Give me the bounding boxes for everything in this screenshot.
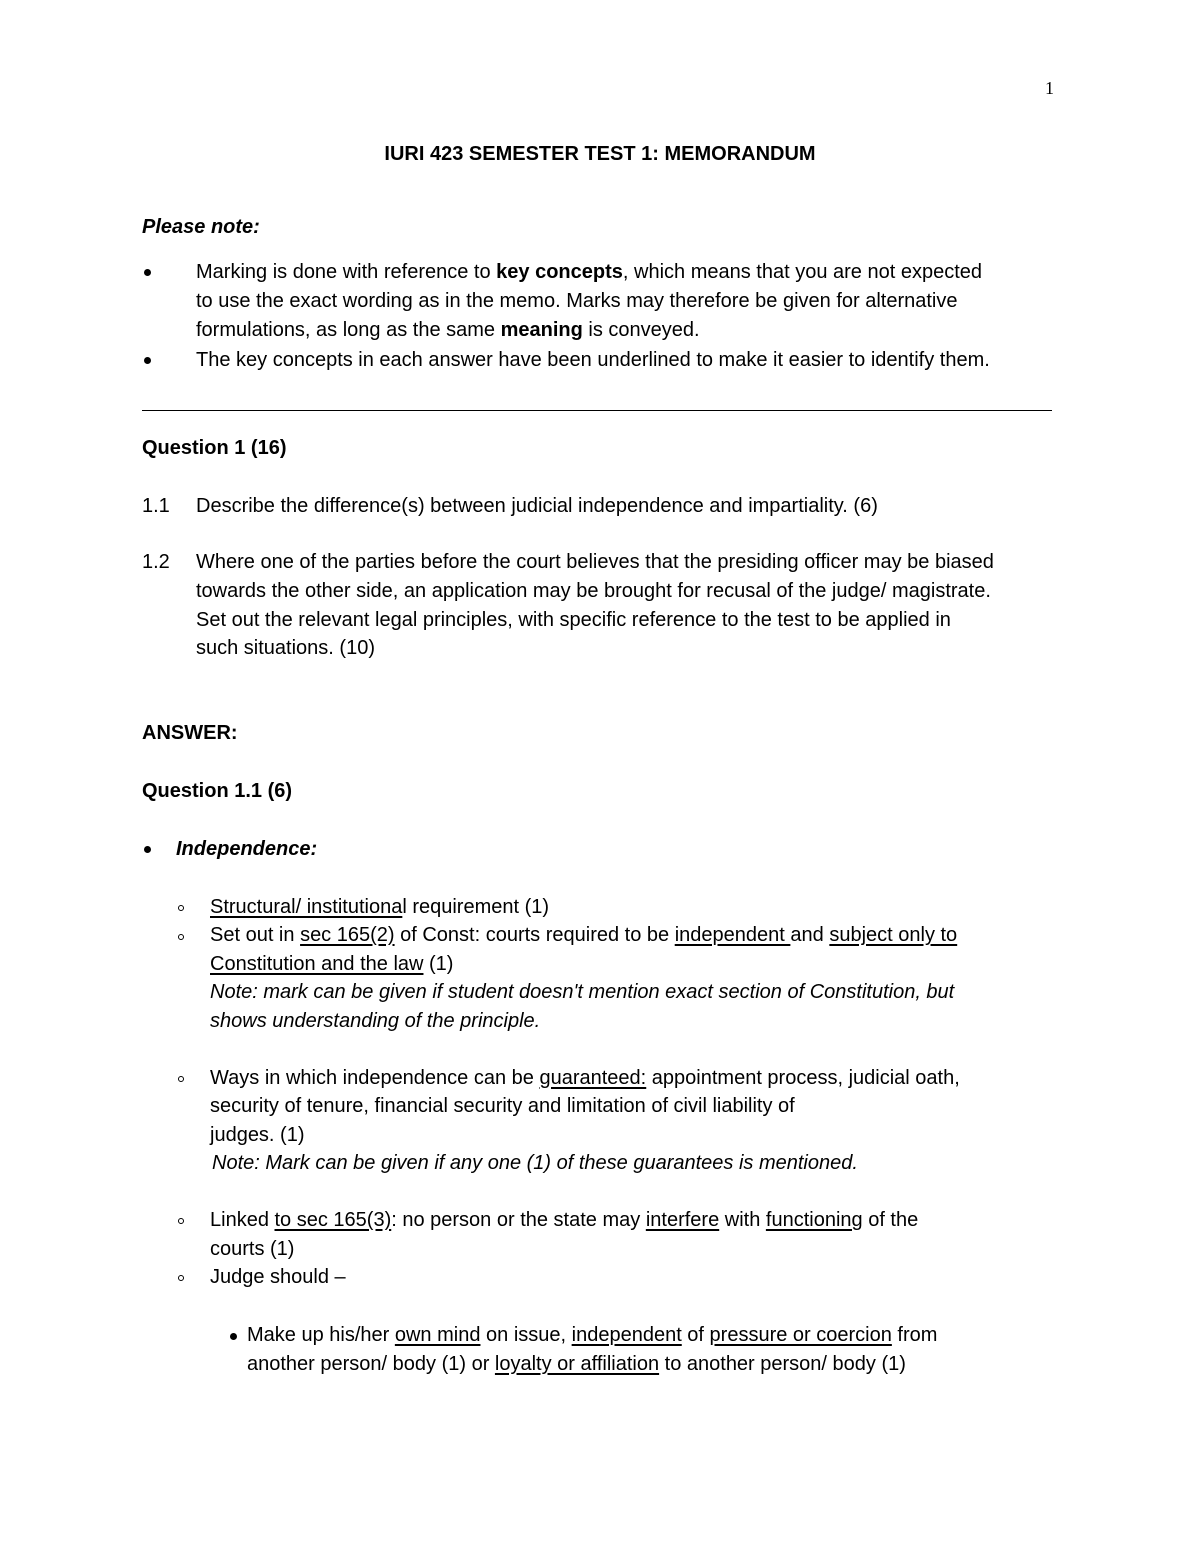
question-1-2-number: 1.2 xyxy=(142,551,170,573)
independence-label: Independence: xyxy=(176,838,318,860)
list-item-continuation: Constitution and the law (1) xyxy=(210,953,454,975)
note-item-1-line-3: formulations, as long as the same meaning is conveyed. xyxy=(196,319,700,341)
circle-bullet-icon xyxy=(178,905,184,911)
bullet-icon xyxy=(144,846,151,853)
question-1-heading: Question 1 (16) xyxy=(142,437,287,459)
marking-note: shows understanding of the principle. xyxy=(210,1010,541,1032)
list-item-continuation: courts (1) xyxy=(210,1238,295,1260)
bullet-icon xyxy=(144,269,151,276)
question-1-1-answer-heading: Question 1.1 (6) xyxy=(142,780,293,802)
list-item-continuation: security of tenure, financial security and limitation of civil liability of xyxy=(210,1095,795,1117)
circle-bullet-icon xyxy=(178,934,184,940)
bullet-icon xyxy=(144,357,151,364)
horizontal-divider xyxy=(142,410,1052,411)
list-item: Judge should – xyxy=(210,1266,346,1288)
question-1-2-line-1: Where one of the parties before the court believes that the presiding officer may be biased xyxy=(196,551,994,573)
circle-bullet-icon xyxy=(178,1218,184,1224)
circle-bullet-icon xyxy=(178,1275,184,1281)
note-item-1-line-2: to use the exact wording as in the memo. Marks may therefore be given for alternative xyxy=(196,290,958,312)
marking-note: Note: mark can be given if student doesn't mention exact section of Constitution, but xyxy=(210,981,955,1003)
note-item-2: The key concepts in each answer have been underlined to make it easier to identify them. xyxy=(196,349,990,371)
list-item: Set out in sec 165(2) of Const: courts required to be independent and subject only to xyxy=(210,924,958,946)
page-number: 1 xyxy=(1045,78,1054,98)
marking-note: Note: Mark can be given if any one (1) of these guarantees is mentioned. xyxy=(212,1152,858,1174)
circle-bullet-icon xyxy=(178,1076,184,1082)
note-heading: Please note: xyxy=(142,216,260,238)
list-item: Ways in which independence can be guaranteed: appointment process, judicial oath, xyxy=(210,1067,960,1089)
page-title: IURI 423 SEMESTER TEST 1: MEMORANDUM xyxy=(384,143,816,165)
question-1-1-number: 1.1 xyxy=(142,495,170,517)
question-1-2-line-2: towards the other side, an application may be brought for recusal of the judge/ magistrate. xyxy=(196,580,991,602)
question-1-2-line-4: such situations. (10) xyxy=(196,637,375,659)
sub-list-item: Make up his/her own mind on issue, independent of pressure or coercion from xyxy=(247,1324,938,1346)
question-1-2-line-3: Set out the relevant legal principles, with specific reference to the test to be applied in xyxy=(196,609,951,631)
question-1-1-text: Describe the difference(s) between judicial independence and impartiality. (6) xyxy=(196,495,878,517)
list-item-continuation: judges. (1) xyxy=(210,1124,305,1146)
list-item: Structural/ institutional requirement (1) xyxy=(210,896,550,918)
note-item-1-line-1: Marking is done with reference to key concepts, which means that you are not expected xyxy=(196,261,982,283)
answer-heading: ANSWER: xyxy=(142,722,238,744)
list-item: Linked to sec 165(3): no person or the state may interfere with functioning of the xyxy=(210,1209,919,1231)
sub-list-item-continuation: another person/ body (1) or loyalty or affiliation to another person/ body (1) xyxy=(247,1353,906,1375)
bullet-icon xyxy=(230,1333,237,1340)
